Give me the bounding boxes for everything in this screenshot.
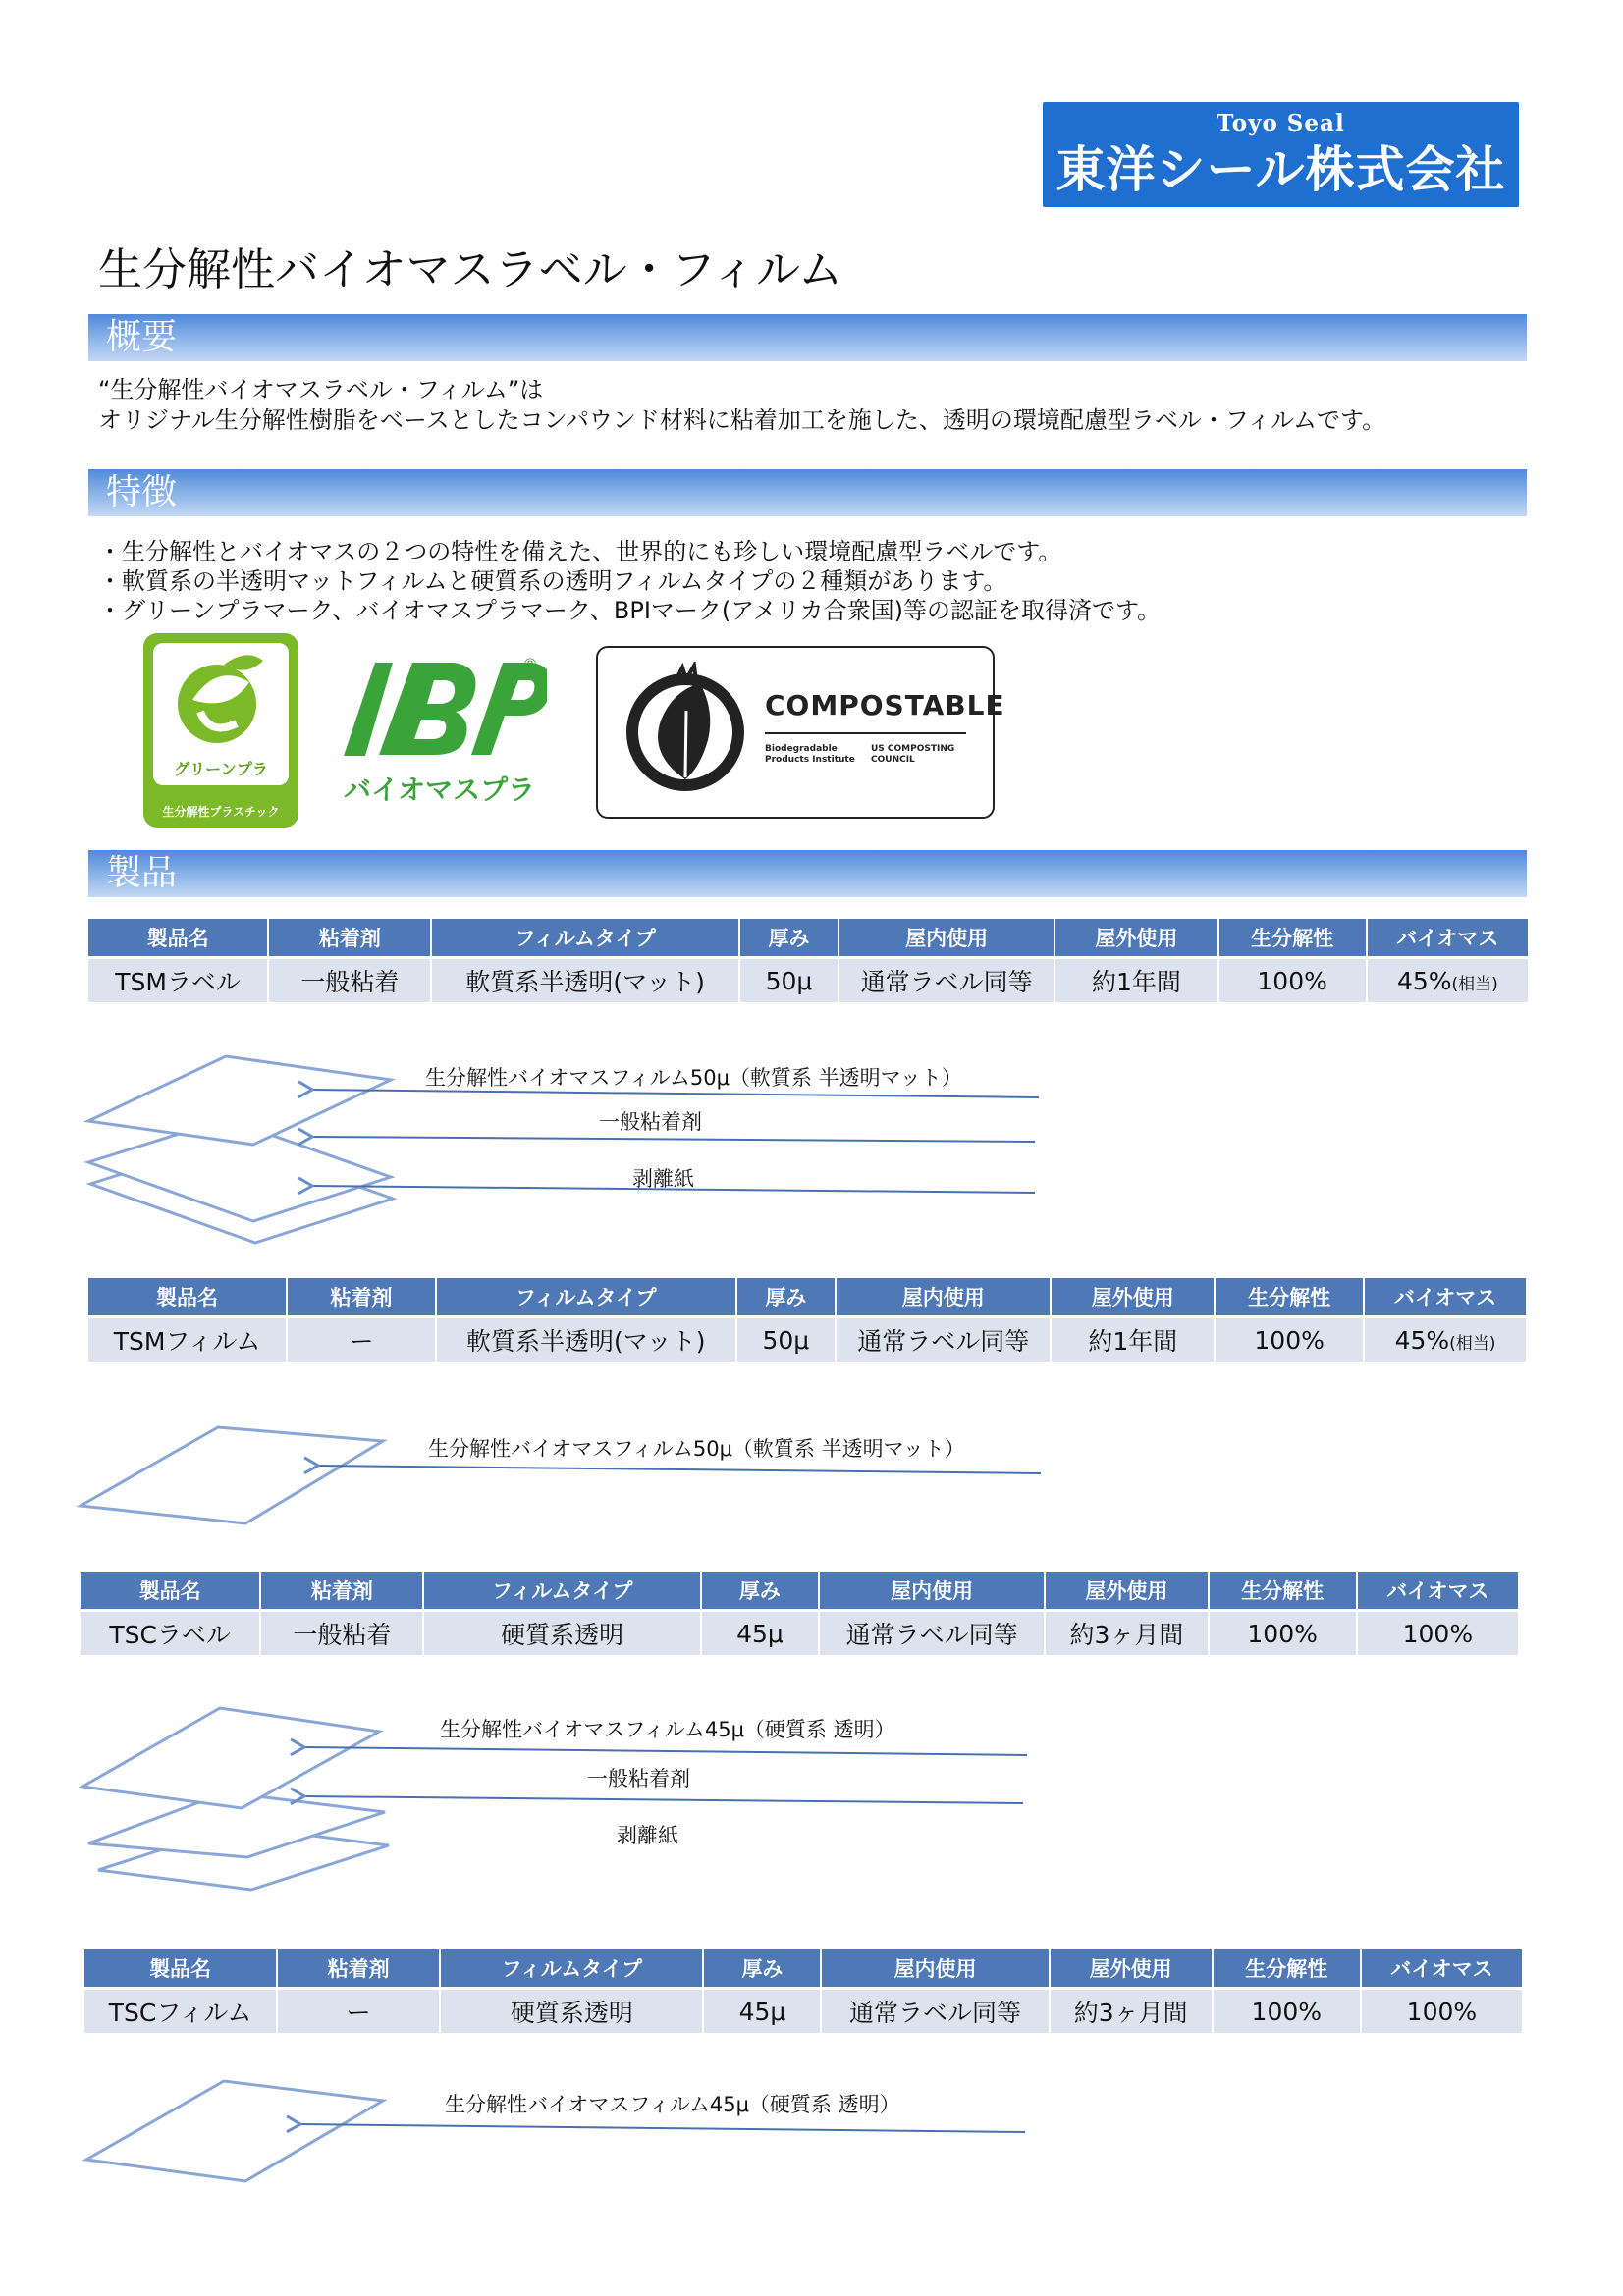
page-title: 生分解性バイオマスラベル・フィルム (98, 243, 843, 295)
bpi-title: COMPOSTABLE (765, 689, 1005, 721)
column-header: 製品名 (84, 1949, 276, 1987)
column-header: バイオマス (1358, 1572, 1518, 1609)
column-header: 生分解性 (1210, 1572, 1356, 1609)
column-header: 粘着剤 (288, 1278, 435, 1315)
callout-line (304, 1796, 1023, 1803)
cell-product-name: TSCラベル (81, 1612, 259, 1655)
cell-product-name: TSMラベル (88, 959, 267, 1002)
cell-film-type: 硬質系透明 (424, 1612, 699, 1655)
cell-biodegradable: 100% (1219, 959, 1366, 1002)
column-header: バイオマス (1368, 919, 1528, 956)
callout-label: 剥離紙 (617, 1824, 678, 1847)
column-header: 粘着剤 (278, 1949, 439, 1987)
cell-thickness: 50μ (740, 959, 838, 1002)
cell-indoor: 通常ラベル同等 (820, 1612, 1044, 1655)
feature-item: ・軟質系の半透明マットフィルムと硬質系の透明フィルムタイプの２種類があります。 (98, 567, 1007, 595)
column-header: 生分解性 (1214, 1949, 1360, 1987)
callout-label: 剥離紙 (632, 1167, 694, 1191)
column-header: 厚み (737, 1278, 836, 1315)
column-header: 生分解性 (1219, 919, 1366, 956)
biomass-note: (相当) (1449, 1333, 1496, 1354)
column-header: 屋内使用 (820, 1572, 1044, 1609)
column-header: 屋外使用 (1055, 919, 1217, 956)
column-header: バイオマス (1365, 1278, 1526, 1315)
cell-outdoor: 約1年間 (1052, 1318, 1214, 1362)
bpi-org-2: US COMPOSTING COUNCIL (871, 744, 955, 765)
cell-biodegradable: 100% (1216, 1318, 1363, 1362)
column-header: 生分解性 (1216, 1278, 1363, 1315)
cell-adhesive: ー (278, 1990, 439, 2033)
column-header: 屋内使用 (837, 1278, 1050, 1315)
callout-label: 生分解性バイオマスフィルム45μ（硬質系 透明） (445, 2093, 900, 2116)
column-header: 屋内使用 (839, 919, 1054, 956)
greenpla-name: グリーンプラ (174, 760, 268, 778)
column-header: フィルムタイプ (432, 919, 737, 956)
layer-film (81, 1427, 383, 1523)
column-header: フィルムタイプ (441, 1949, 702, 1987)
biomass-value: 100% (1402, 1619, 1474, 1648)
column-header: 粘着剤 (269, 919, 430, 956)
cell-film-type: 軟質系半透明(マット) (437, 1318, 735, 1362)
section-heading-text: 特徴 (106, 472, 178, 512)
column-header: 製品名 (81, 1572, 259, 1609)
company-name-jp: 東洋シール株式会社 (1055, 141, 1506, 198)
bp-registered: ® (522, 655, 538, 673)
cell-product-name: TSCフィルム (84, 1990, 276, 2033)
cell-thickness: 45μ (704, 1990, 820, 2033)
column-header: フィルムタイプ (424, 1572, 699, 1609)
cell-biodegradable: 100% (1214, 1990, 1360, 2033)
biomass-value: 100% (1406, 1997, 1478, 2026)
column-header: 屋外使用 (1052, 1278, 1214, 1315)
column-header: 厚み (740, 919, 838, 956)
greenpla-caption: 生分解性プラスチック (162, 805, 280, 819)
column-header: 屋内使用 (822, 1949, 1048, 1987)
overview-line-1: “生分解性バイオマスラベル・フィルム”は (98, 376, 544, 403)
callout-label: 生分解性バイオマスフィルム50μ（軟質系 半透明マット） (425, 1066, 962, 1090)
column-header: フィルムタイプ (437, 1278, 735, 1315)
column-header: 屋外使用 (1051, 1949, 1212, 1987)
cell-indoor: 通常ラベル同等 (822, 1990, 1048, 2033)
column-header: 製品名 (88, 1278, 286, 1315)
biomass-value: 45% (1396, 966, 1452, 995)
callout-label: 一般粘着剤 (587, 1767, 690, 1790)
cell-indoor: 通常ラベル同等 (839, 959, 1054, 1002)
column-header: バイオマス (1362, 1949, 1522, 1987)
cell-thickness: 50μ (737, 1318, 836, 1362)
biomass-note: (相当) (1451, 974, 1498, 994)
column-header: 厚み (704, 1949, 820, 1987)
bpi-org-1: Biodegradable Products Institute (765, 744, 855, 765)
callout-line (318, 1466, 1041, 1473)
cell-outdoor: 約1年間 (1055, 959, 1217, 1002)
section-heading-text: 概要 (106, 317, 178, 357)
feature-item: ・生分解性とバイオマスの２つの特性を備えた、世界的にも珍しい環境配慮型ラベルです。 (98, 538, 1062, 565)
company-name-en: Toyo Seal (1217, 110, 1345, 136)
overview-line-2: オリジナル生分解性樹脂をベースとしたコンパウンド材料に粘着加工を施した、透明の環境配慮型ラベル・フィルムです。 (98, 406, 1386, 434)
callout-line (304, 1747, 1027, 1755)
cell-adhesive: 一般粘着 (269, 959, 430, 1002)
cell-adhesive: ー (288, 1318, 435, 1362)
feature-item: ・グリーンプラマーク、バイオマスプラマーク、BPIマーク(アメリカ合衆国)等の認証を取得済です。 (98, 597, 1162, 624)
cell-outdoor: 約3ヶ月間 (1046, 1612, 1207, 1655)
column-header: 屋外使用 (1046, 1572, 1207, 1609)
callout-line (300, 2124, 1025, 2132)
callout-label: 生分解性バイオマスフィルム50μ（軟質系 半透明マット） (428, 1437, 965, 1461)
column-header: 製品名 (88, 919, 267, 956)
cell-biodegradable: 100% (1210, 1612, 1356, 1655)
cell-product-name: TSMフィルム (88, 1318, 286, 1362)
cell-adhesive: 一般粘着 (261, 1612, 422, 1655)
layer-film (86, 2081, 383, 2181)
callout-label: 生分解性バイオマスフィルム45μ（硬質系 透明） (440, 1718, 895, 1741)
cell-film-type: 軟質系半透明(マット) (432, 959, 737, 1002)
biomass-value: 45% (1394, 1325, 1450, 1355)
layer-film (88, 1056, 391, 1145)
cell-outdoor: 約3ヶ月間 (1051, 1990, 1212, 2033)
bp-name: バイオマスプラ (344, 774, 536, 806)
column-header: 粘着剤 (261, 1572, 422, 1609)
column-header: 厚み (702, 1572, 818, 1609)
cell-indoor: 通常ラベル同等 (837, 1318, 1050, 1362)
layer-film (82, 1708, 379, 1808)
cell-film-type: 硬質系透明 (441, 1990, 702, 2033)
callout-line (312, 1137, 1035, 1142)
callout-label: 一般粘着剤 (599, 1110, 702, 1134)
cell-thickness: 45μ (702, 1612, 818, 1655)
section-heading-text: 製品 (106, 853, 178, 893)
